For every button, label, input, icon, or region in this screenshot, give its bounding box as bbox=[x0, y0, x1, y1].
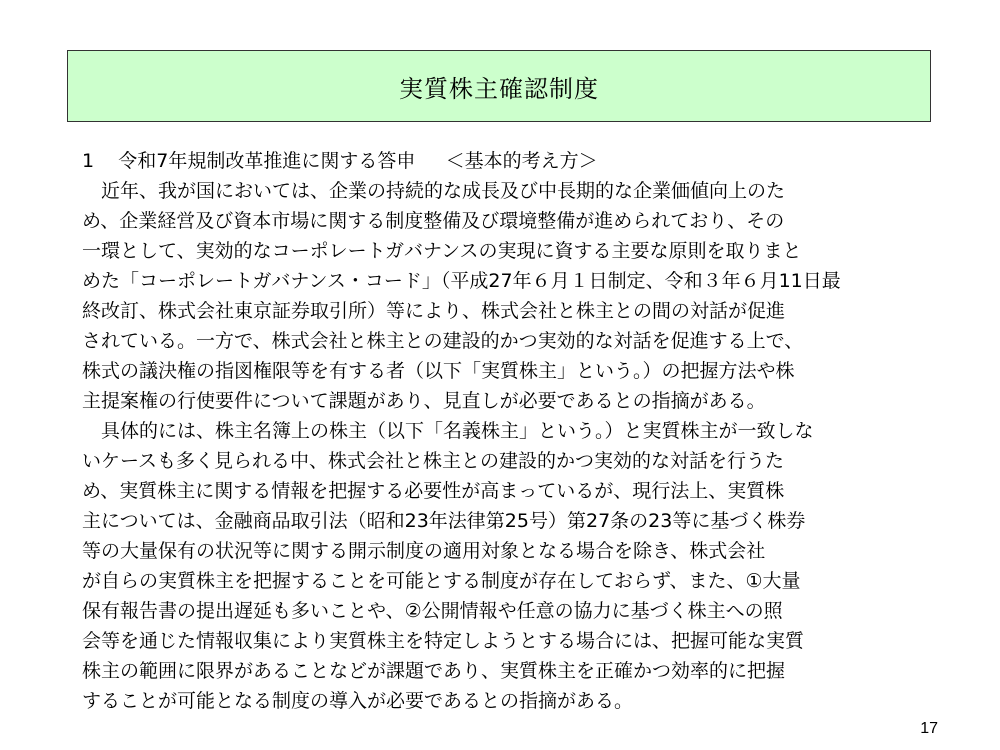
body-line: め、企業経営及び資本市場に関する制度整備及び環境整備が進められており、その bbox=[82, 210, 785, 232]
body-line: め、実質株主に関する情報を把握する必要性が高まっているが、現行法上、実質株 bbox=[82, 480, 785, 502]
page-number: 17 bbox=[920, 720, 938, 737]
slide-content bbox=[82, 146, 922, 716]
heading-spacer bbox=[100, 150, 112, 172]
body-line: されている。一方で、株式会社と株主との建設的かつ実効的な対話を促進する上で、 bbox=[82, 330, 804, 352]
section-heading bbox=[82, 146, 922, 176]
body-line: 終改訂、株式会社東京証券取引所）等により、株式会社と株主との間の対話が促進 bbox=[82, 300, 786, 322]
body-line: 具体的には、株主名簿上の株主（以下「名義株主」という。）と実質株主が一致しな bbox=[82, 420, 814, 442]
section-heading-number: 1 bbox=[82, 150, 95, 172]
body-line: 保有報告書の提出遅延も多いことや、②公開情報や任意の協力に基づく株主への照 bbox=[82, 600, 783, 622]
body-line: が自らの実質株主を把握することを可能とする制度が存在しておらず、また、①大量 bbox=[82, 570, 801, 592]
body-line: 等の大量保有の状況等に関する開示制度の適用対象となる場合を除き、株式会社 bbox=[82, 540, 766, 562]
body-line: することが可能となる制度の導入が必要であるとの指摘がある。 bbox=[82, 690, 634, 712]
section-heading-note: ＜基本的考え方＞ bbox=[445, 150, 598, 172]
section-heading-text: 令和7年規制改革推進に関する答申 bbox=[118, 150, 416, 172]
body-line: めた「コーポレートガバナンス・コード」（平成27年６月１日制定、令和３年６月11日最 bbox=[82, 270, 841, 292]
body-line: 株主の範囲に限界があることなどが課題であり、実質株主を正確かつ効率的に把握 bbox=[82, 660, 786, 682]
body-line: 近年、我が国においては、企業の持続的な成長及び中長期的な企業価値向上のた bbox=[82, 180, 786, 202]
body-line: 株式の議決権の指図権限等を有する者（以下「実質株主」という。）の把握方法や株 bbox=[82, 360, 795, 382]
body-line: 主提案権の行使要件について課題があり、見直しが必要であるとの指摘がある。 bbox=[82, 390, 766, 412]
body-line: 主については、金融商品取引法（昭和23年法律第25号）第27条の23等に基づく株券 bbox=[82, 510, 806, 532]
heading-spacer bbox=[421, 150, 439, 172]
body-line: 会等を通じた情報収集により実質株主を特定しようとする場合には、把握可能な実質 bbox=[82, 630, 805, 652]
slide-title: 実質株主確認制度 bbox=[399, 74, 599, 103]
body-line: 一環として、実効的なコーポレートガバナンスの実現に資する主要な原則を取りまと bbox=[82, 240, 802, 262]
slide-title-box bbox=[67, 50, 931, 122]
body-line: いケースも多く見られる中、株式会社と株主との建設的かつ実効的な対話を行うた bbox=[82, 450, 785, 472]
